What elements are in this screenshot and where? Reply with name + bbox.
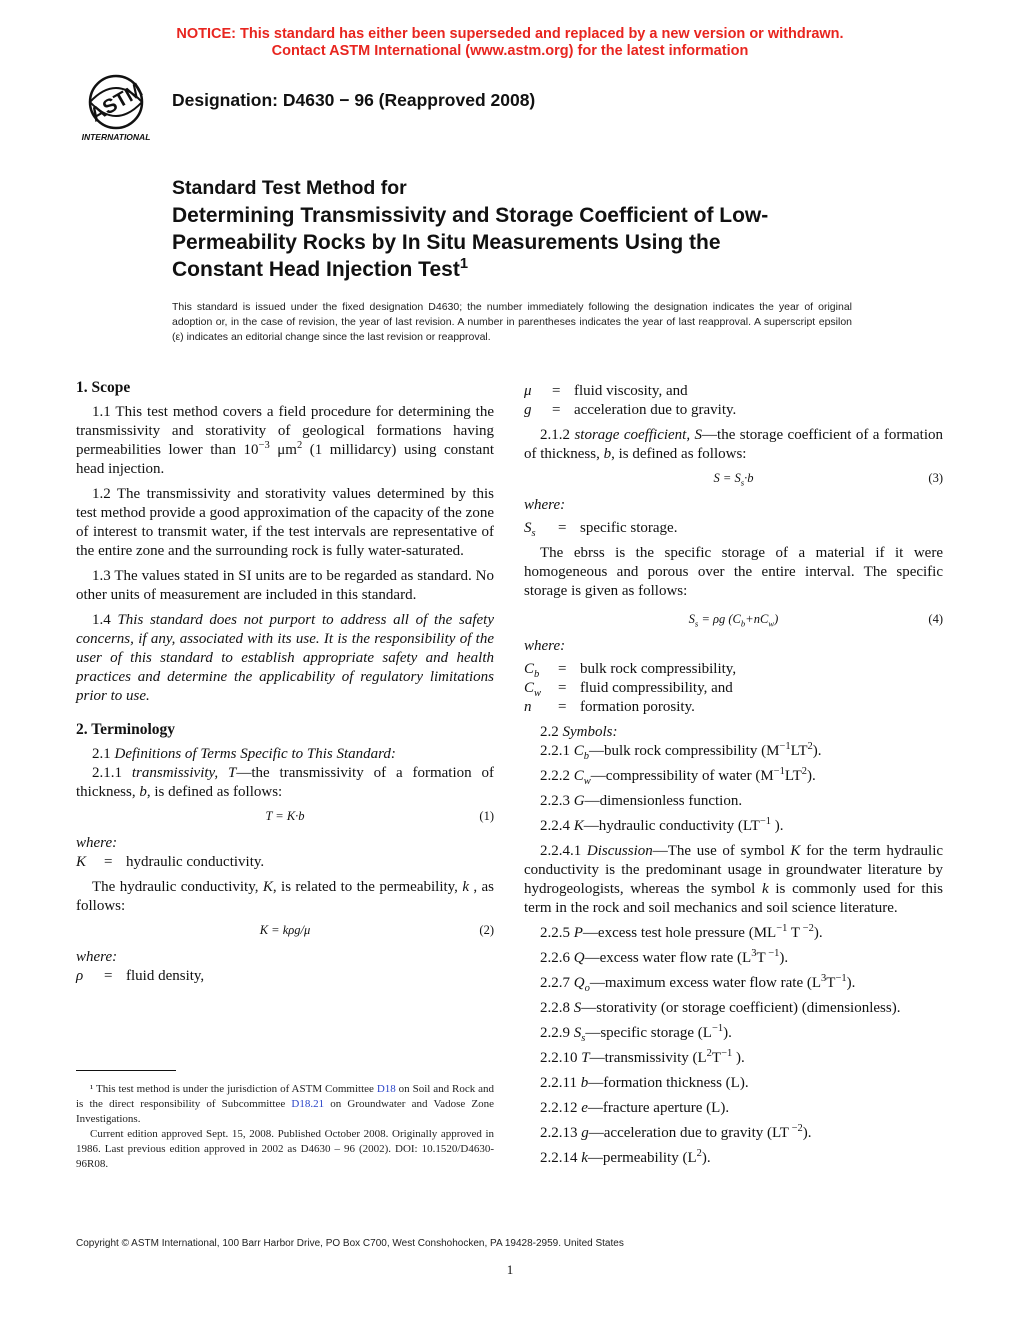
where-3: where: <box>524 497 566 513</box>
equation-4: $S_s = \rho g$ $(C_b+nC_w)$ (4) <box>688 612 943 629</box>
symbol-2-2-4-1: 2.2.4.1 Discussion—The use of symbol K for the term hydraulic conductivity is the predominant usage in groundwater literature by hydrogeologists, whereas the symbol k is commonly used for this term in the rock and soil mechanics and soil science literature. <box>524 843 944 916</box>
definition-n: n = formation porosity. <box>524 699 695 715</box>
para-2-1-1: 2.1.1 transmissivity, T—the transmissivity of a formation of thickness, b, is defined as follows: <box>76 765 495 800</box>
definition-Ss: $S_s$ = specific storage. <box>524 520 678 539</box>
symbol-2-2-11: 2.2.11 b—formation thickness (L). <box>540 1075 749 1091</box>
para-2-1: 2.1 Definitions of Terms Specific to This Standard: <box>92 746 396 762</box>
definition-g: g = acceleration due to gravity. <box>524 402 737 418</box>
equation-1: T = K·b (1) <box>265 809 494 823</box>
designation: Designation: D4630 − 96 (Reapproved 2008) <box>172 90 536 110</box>
symbol-2-2-6: 2.2.6 Q—excess water flow rate ($L^3T$ $^{-1}$). <box>540 948 789 966</box>
symbol-2-2-7: 2.2.7 $Q_o—maximum$ excess water flow rate $(L^3T^{-1})$. <box>540 973 856 994</box>
symbol-2-2-13: 2.2.13 g—acceleration due to gravity (LT $^{-2}$). <box>540 1123 812 1141</box>
symbol-2-2-8: 2.2.8 S—storativity (or storage coefficient) (dimensionless). <box>540 1000 901 1016</box>
title-line-1: Standard Test Method for <box>172 177 407 199</box>
title-line-4: Constant Head Injection Test <box>172 258 460 281</box>
equation-2: K = kρg/μ (2) <box>259 923 494 937</box>
para-1-4: 1.4 This standard does not purport to address all of the safety concerns, if any, associated with its use. It is the responsibility of the user of this standard to establish appropriate safety and health practices and determine the applicability of regulatory limitations prior to use. <box>76 612 495 704</box>
definition-mu: μ = fluid viscosity, and <box>524 383 688 399</box>
symbol-2-2-2: 2.2.2 $C_w—compressibility$ of water $(M^{-1}LT^2)$. <box>540 766 816 787</box>
footnote-rule <box>76 1070 176 1071</box>
symbol-2-2-3: 2.2.3 G—dimensionless function. <box>540 793 743 809</box>
right-column <box>524 382 943 1168</box>
footnotes <box>76 1082 494 1172</box>
logo-subtext: INTERNATIONAL <box>81 132 151 142</box>
definition-rho: ρ = fluid density, <box>76 968 205 984</box>
para-1-2: 1.2 The transmissivity and storativity values determined by this test method provide a good approximation of the capacity of the zone of interest to transmit water, if the test intervals are representative of the entire zone and the surrounding rock is fully water-saturated. <box>76 486 494 559</box>
logo-text: ASTM <box>86 79 147 127</box>
left-column <box>76 378 494 986</box>
para-1-1: 1.1 This test method covers a field procedure for determining the transmissivity and storativity of geological formations having permeabilities lower than $10^{-3}$ $\mu m^2$ (1 millidarcy) using constant head injection. <box>76 404 494 477</box>
committee-d18-link[interactable]: D18 <box>376 1083 396 1095</box>
symbol-2-2-4: 2.2.4 K—hydraulic conductivity ($LT^{-1}$ ). <box>540 816 784 834</box>
title-line-3: Permeability Rocks by In Situ Measurements Using the <box>172 231 721 254</box>
notice-line-1: NOTICE: This standard has either been superseded and replaced by a new version or withdrawn. <box>176 26 844 42</box>
symbol-2-2-12: 2.2.12 e—fracture aperture (L). <box>540 1100 730 1116</box>
definition-Cw: $C_w$ = fluid compressibility, and <box>524 680 733 699</box>
para-hydraulic-conductivity: The hydraulic conductivity, K, is related to the permeability, k , as follows: <box>76 879 494 914</box>
astm-logo <box>72 72 162 144</box>
where-2: where: <box>76 949 118 965</box>
footnote-1: ¹ This test method is under the jurisdiction of ASTM Committee D18 on Soil and Rock and is the direct responsibility of Subcommittee D18.21 on Groundwater and Vadose Zone Investigations. <box>76 1083 495 1125</box>
copyright: Copyright © ASTM International, 100 Barr Harbor Drive, PO Box C700, West Conshohocken, PA 19428-2959. United States <box>76 1238 624 1249</box>
para-2-1-2: 2.1.2 storage coefficient, S—the storage coefficient of a formation of thickness, b, is defined as follows: <box>524 427 944 462</box>
equation-3: $S = S_s\cdot b$ (3) <box>713 471 943 488</box>
title-line-2: Determining Transmissivity and Storage Coefficient of Low- <box>172 204 769 227</box>
subcommittee-d18-21-link[interactable]: D18.21 <box>291 1098 325 1110</box>
symbol-2-2-9: 2.2.9 $S_s—specific$ storage $(L^{-1})$. <box>540 1023 732 1044</box>
issued-note: This standard is issued under the fixed designation D4630; the number immediately following the designation indicates the year of original adoption or, in the case of revision, the year of last revision. A number in parentheses indicates the year of last reapproval. A superscript epsilon (ε) indicates an editorial change since the last revision or reapproval. <box>172 301 852 343</box>
para-specific-storage: The ebrss is the specific storage of a material if it were homogeneous and porous over the entire interval. The specific storage is given as follows: <box>524 545 943 599</box>
footnote-2: Current edition approved Sept. 15, 2008. Published October 2008. Originally approved in 1986. Last previous edition approved in 2002 as D4630 – 96 (2002). DOI: 10.1520/D4630-96R08. <box>76 1128 494 1170</box>
document-title <box>172 175 872 283</box>
symbol-2-2-10: 2.2.10 T—transmissivity ($L^2T^{-1}$ ). <box>540 1048 745 1066</box>
definition-K: K = hydraulic conductivity. <box>76 854 265 870</box>
section-2-heading: 2. Terminology <box>76 721 176 738</box>
symbol-2-2-14: 2.2.14 k—permeability $(L^2)$. <box>540 1148 711 1166</box>
notice-line-2: Contact ASTM International (www.astm.org) for the latest information <box>271 43 749 59</box>
where-1: where: <box>76 835 118 851</box>
para-2-2: 2.2 Symbols: <box>540 724 618 740</box>
section-1-heading: 1. Scope <box>76 379 131 396</box>
title-footnote-ref: 1 <box>459 256 468 272</box>
page-number: 1 <box>506 1262 514 1277</box>
symbol-2-2-5: 2.2.5 P—excess test hole pressure ($ML^{-1}$ T $^{-2}$). <box>540 923 823 941</box>
symbol-2-2-1: 2.2.1 $C_b—bulk$ rock compressibility $(M^{-1}LT^2)$. <box>540 741 822 762</box>
para-1-3: 1.3 The values stated in SI units are to be regarded as standard. No other units of measurement are included in this standard. <box>76 568 494 603</box>
where-4: where: <box>524 638 566 654</box>
definition-Cb: $C_b$ = bulk rock compressibility, <box>524 661 737 680</box>
astm-logo-icon <box>72 72 162 144</box>
